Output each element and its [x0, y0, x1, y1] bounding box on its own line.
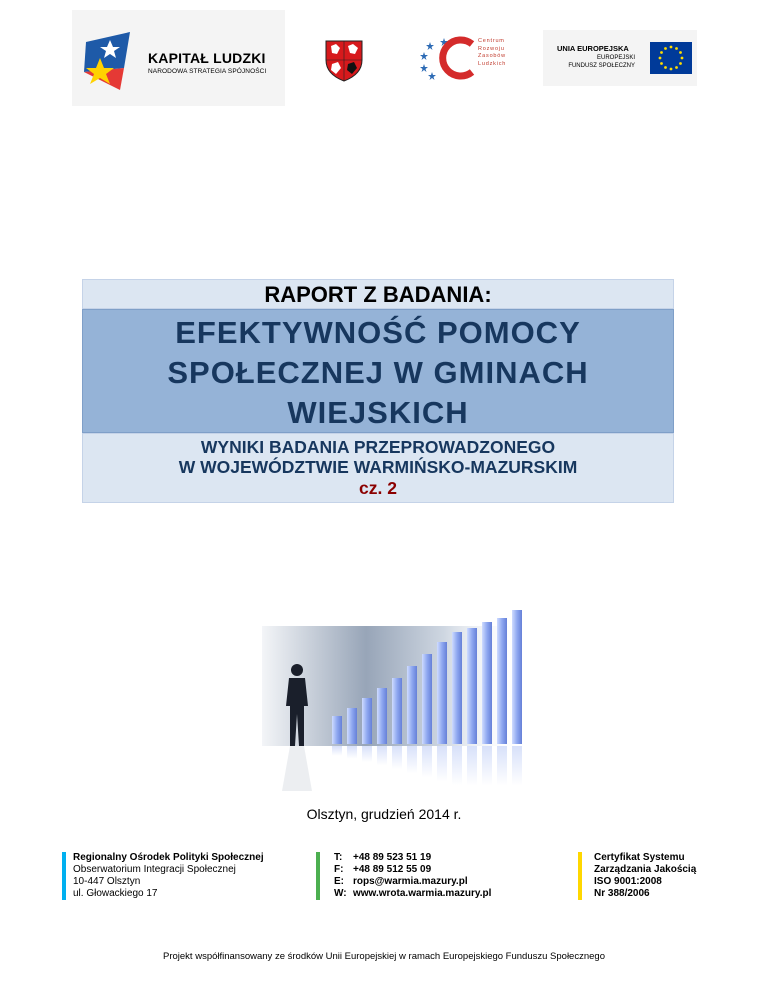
org-unit: Obserwatorium Integracji Społecznej [73, 864, 236, 875]
report-title-block [82, 279, 674, 503]
coat-of-arms-icon [322, 38, 366, 82]
illustration-bar [467, 628, 477, 744]
illustration-bar-reflection [347, 746, 357, 759]
eu-efs-logo [543, 30, 697, 86]
illustration-bar-reflection [482, 746, 492, 786]
centrum-c-icon [420, 36, 478, 80]
main-title-line: EFEKTYWNOŚĆ POMOCY [175, 315, 581, 350]
subtitle-row [82, 433, 674, 503]
illustration-bar [512, 610, 522, 744]
eu-flag-icon [650, 42, 692, 74]
cert-accent-bar [578, 852, 582, 900]
contact-details [334, 852, 491, 900]
org-name: Regionalny Ośrodek Polityki Społecznej [73, 852, 264, 863]
email-key: E: [334, 876, 344, 887]
phone-value: +48 89 523 51 19 [353, 852, 432, 863]
illustration-bar-reflection [362, 746, 372, 762]
illustration-bar-reflection [407, 746, 417, 773]
report-label: RAPORT Z BADANIA: [264, 282, 492, 307]
web-key: W: [334, 888, 347, 899]
phone-row [334, 852, 491, 864]
certificate-info [594, 852, 696, 900]
illustration-bar-reflection [332, 746, 342, 756]
centrum-line: Ludzkich [478, 60, 507, 67]
fax-value: +48 89 512 55 09 [353, 864, 432, 875]
report-label-row [82, 279, 674, 309]
illustration-bar-reflection [422, 746, 432, 778]
cert-line: Certyfikat Systemu [594, 852, 685, 863]
email-link[interactable]: rops@warmia.mazury.pl [353, 876, 468, 887]
illustration-bar-reflection [452, 746, 462, 785]
illustration-bar [347, 708, 357, 744]
subtitle [83, 437, 673, 477]
eu-fund-line: FUNDUSZ SPOŁECZNY [568, 63, 635, 69]
eu-fund-name [568, 54, 635, 70]
kapital-ludzki-logo [72, 10, 285, 106]
kapital-ludzki-star-icon [80, 28, 150, 98]
eu-title: UNIA EUROPEJSKA [557, 44, 629, 53]
illustration-bar-reflection [377, 746, 387, 766]
centrum-line: Centrum [478, 38, 505, 44]
cert-line: Nr 388/2006 [594, 888, 650, 899]
centrum-line: Rozwoju [478, 45, 505, 52]
illustration-bar-reflection [497, 746, 507, 786]
illustration-bar [497, 618, 507, 744]
subtitle-line: WYNIKI BADANIA PRZEPROWADZONEGO [200, 437, 556, 457]
phone-key: T: [334, 852, 343, 863]
web-row [334, 888, 491, 900]
main-title [103, 313, 653, 433]
subtitle-line: W WOJEWÓDZTWIE WARMIŃSKO-MAZURSKIM [178, 457, 578, 477]
illustration-bar-reflection [512, 746, 522, 786]
illustration-bar [482, 622, 492, 744]
illustration-bar [422, 654, 432, 744]
funding-note: Projekt współfinansowany ze środków Unii Europejskiej w ramach Europejskiego Funduszu Społecznego [163, 951, 605, 962]
org-address [73, 852, 264, 900]
illustration-bar [452, 632, 462, 744]
main-title-row [82, 309, 674, 433]
illustration-bar-reflection [392, 746, 402, 769]
cert-line: ISO 9001:2008 [594, 876, 662, 887]
org-postcode-city: 10-447 Olsztyn [73, 876, 141, 887]
illustration-bar [377, 688, 387, 744]
illustration-bar [332, 716, 342, 744]
org-accent-bar [62, 852, 66, 900]
cert-line: Zarządzania Jakością [594, 864, 697, 875]
fax-row [334, 864, 491, 876]
kapital-ludzki-title: KAPITAŁ LUDZKI [148, 50, 266, 66]
illustration-bar [392, 678, 402, 744]
illustration-bar-reflection [467, 746, 477, 786]
centrum-line: Zasobów [478, 53, 506, 59]
coat-of-arms-logo [322, 38, 366, 82]
kapital-ludzki-subtitle: NARODOWA STRATEGIA SPÓJNOŚCI [148, 68, 267, 75]
website-link[interactable]: www.wrota.warmia.mazury.pl [353, 888, 492, 899]
contact-accent-bar [316, 852, 320, 900]
part-number: cz. 2 [359, 478, 397, 498]
growth-illustration [262, 606, 522, 796]
illustration-bar [407, 666, 417, 744]
place-date: Olsztyn, grudzień 2014 r. [306, 806, 462, 822]
growth-bars-illustration [262, 606, 522, 796]
main-title-line: SPOŁECZNEJ W GMINACH [167, 355, 589, 390]
email-row [334, 876, 491, 888]
centrum-rozwoju-text [478, 38, 506, 68]
illustration-bar-reflection [437, 746, 447, 782]
fax-key: F: [334, 864, 344, 875]
org-street: ul. Głowackiego 17 [73, 888, 158, 899]
illustration-bar [437, 642, 447, 744]
illustration-bar [362, 698, 372, 744]
main-title-line: WIEJSKICH [287, 395, 469, 430]
centrum-rozwoju-logo [420, 36, 510, 80]
eu-fund-line: EUROPEJSKI [596, 55, 635, 61]
